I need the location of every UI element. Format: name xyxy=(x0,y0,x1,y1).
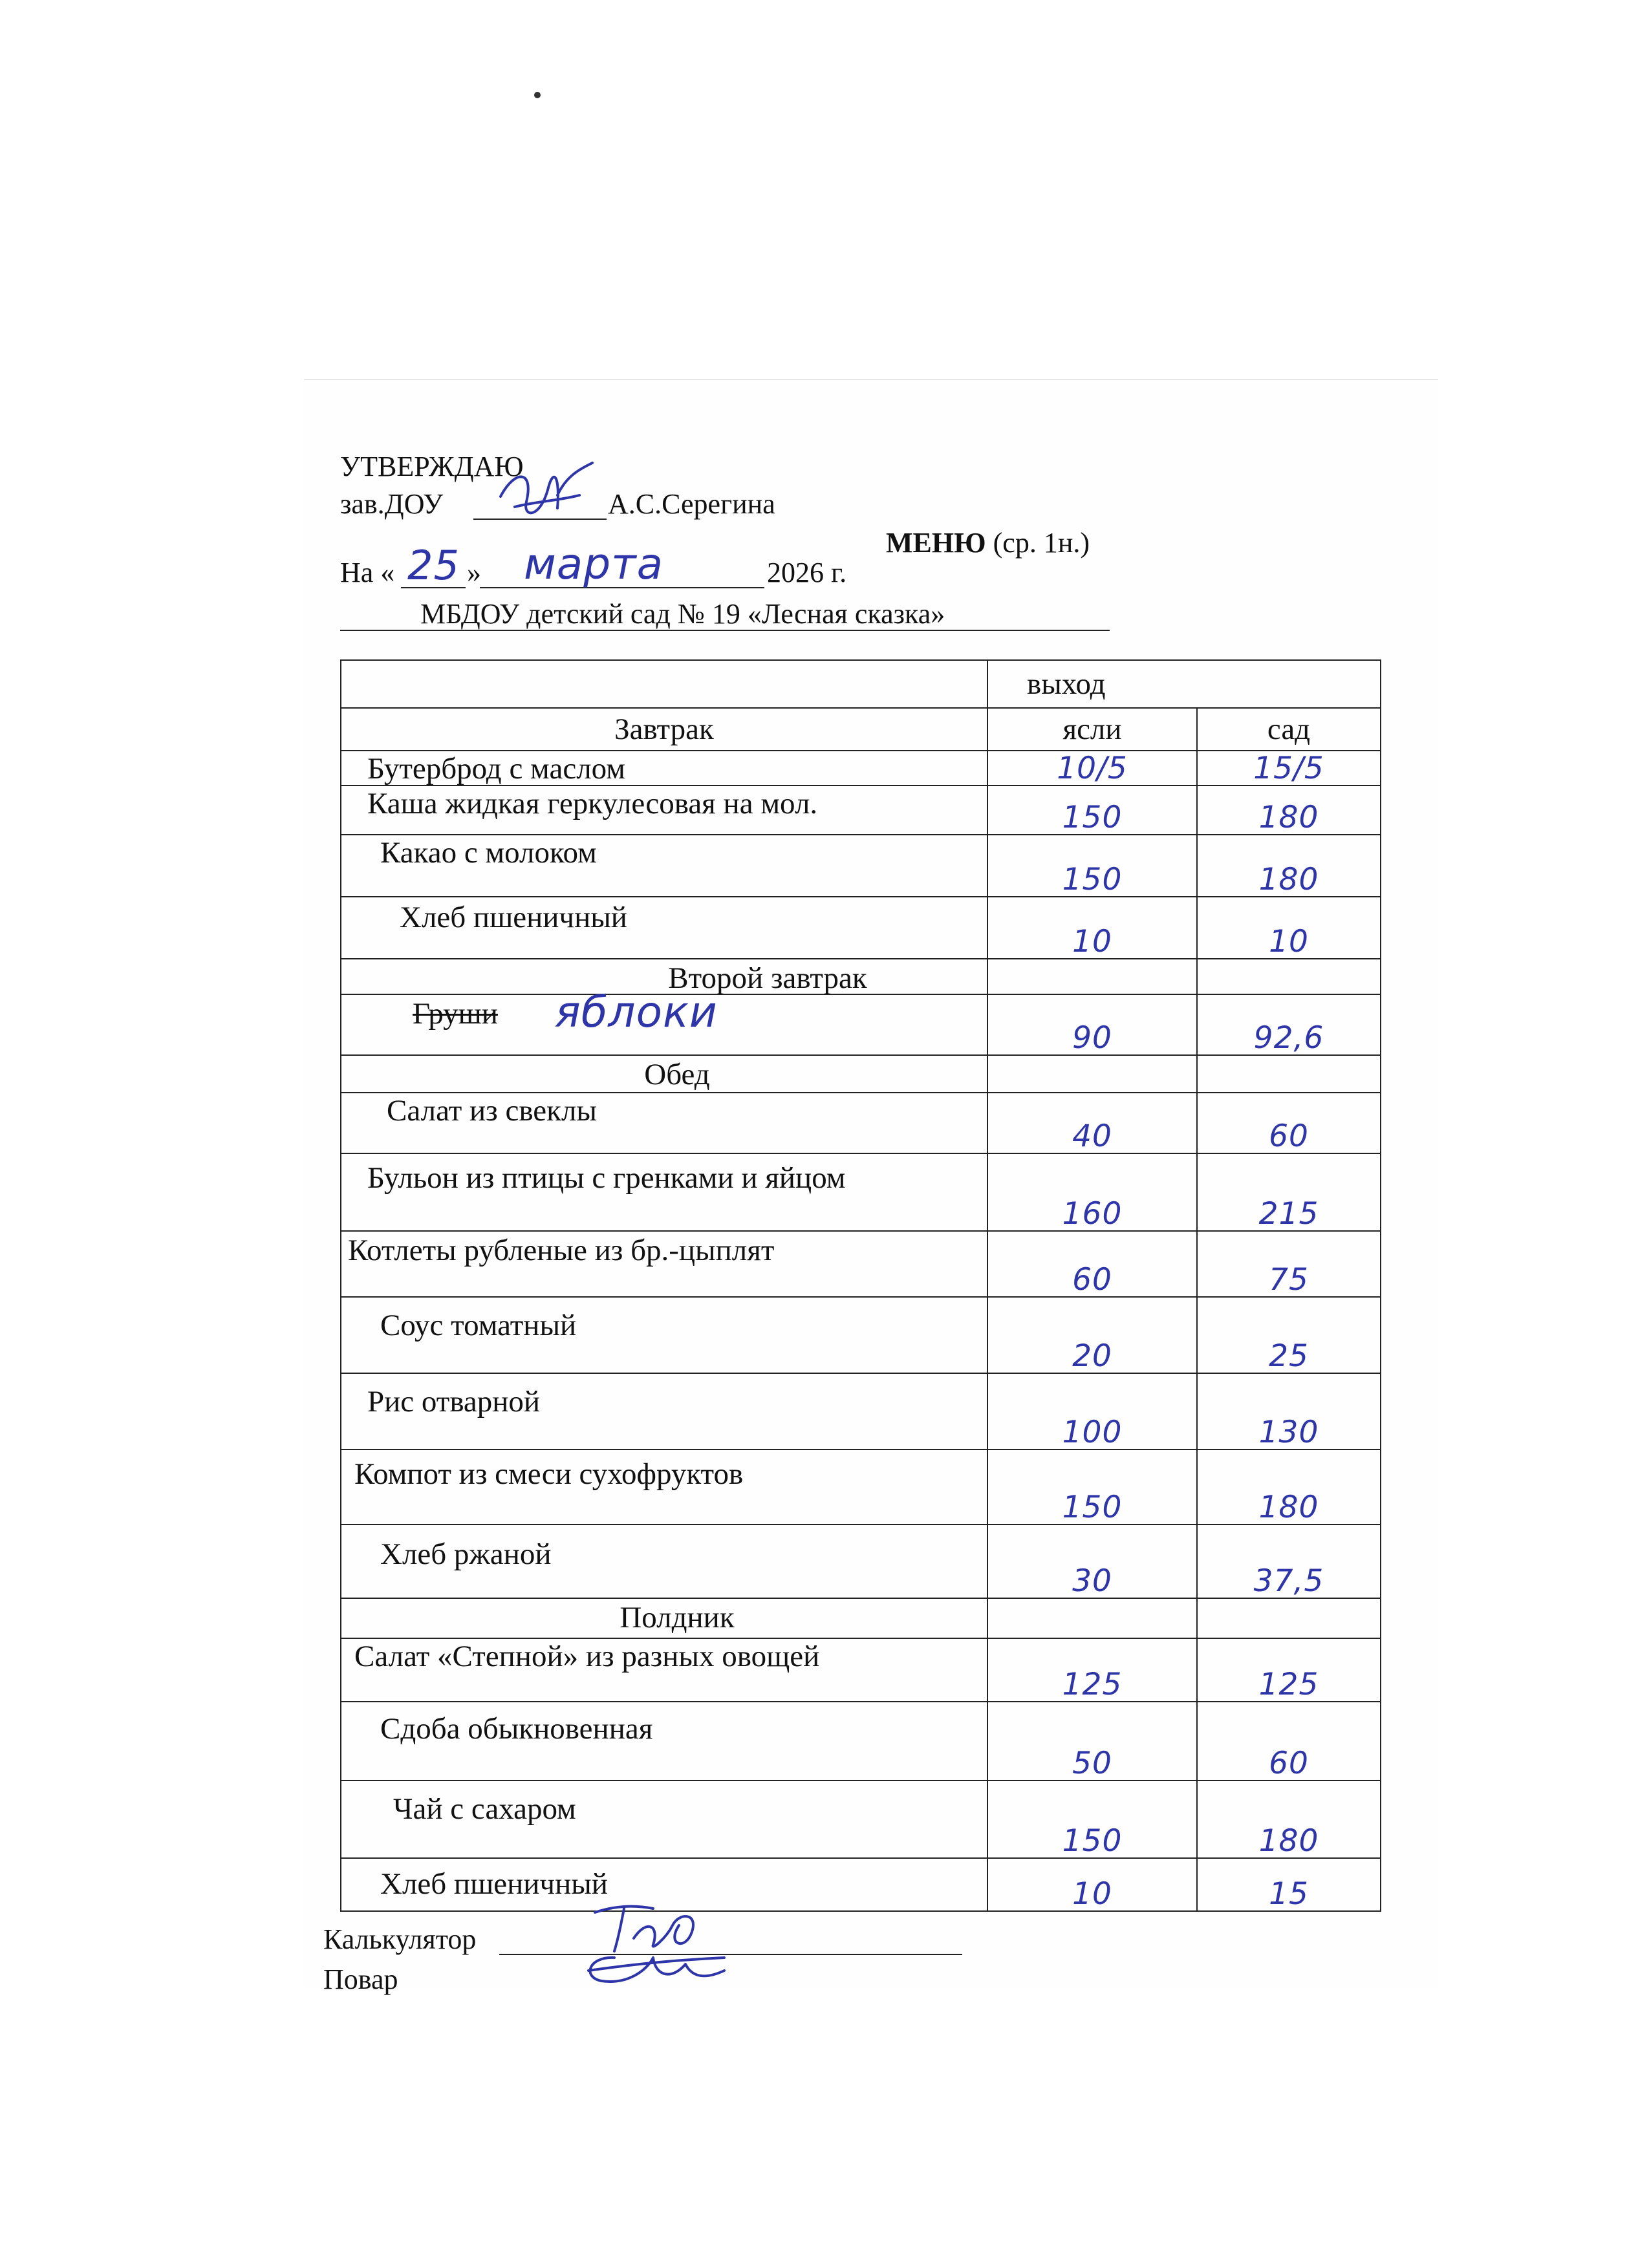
head-position: зав.ДОУ xyxy=(340,488,444,520)
institution-name: МБДОУ детский сад № 19 «Лесная сказка» xyxy=(420,598,945,630)
menu-subtitle: (ср. 1н.) xyxy=(993,527,1090,559)
date-month: марта xyxy=(524,539,664,589)
dish-name-struck: Груши xyxy=(413,997,498,1031)
kindergarten-portion: 180 xyxy=(1197,835,1381,897)
kindergarten-portion: 15 xyxy=(1197,1858,1381,1911)
menu-sheet xyxy=(304,379,1438,1995)
dish-name: Салат из свеклы xyxy=(341,1093,987,1153)
kindergarten-portion: 180 xyxy=(1197,1450,1381,1524)
empty-cell xyxy=(987,1055,1197,1093)
cook-label: Повар xyxy=(323,1963,398,1995)
nursery-portion: 100 xyxy=(987,1373,1197,1450)
nursery-portion: 10 xyxy=(987,897,1197,959)
nursery-portion: 150 xyxy=(987,1450,1197,1524)
menu-title: МЕНЮ xyxy=(886,527,986,559)
meal-header-breakfast: Завтрак xyxy=(341,708,987,751)
kindergarten-portion: 15/5 xyxy=(1197,751,1381,786)
date-day: 25 xyxy=(407,542,460,589)
kindergarten-portion: 130 xyxy=(1197,1373,1381,1450)
empty-cell xyxy=(1197,1598,1381,1638)
dish-name: Хлеб ржаной xyxy=(341,1524,987,1598)
kindergarten-portion: 180 xyxy=(1197,786,1381,835)
dish-name: Хлеб пшеничный xyxy=(341,897,987,959)
head-name: А.С.Серегина xyxy=(608,488,775,520)
kindergarten-portion: 60 xyxy=(1197,1093,1381,1153)
date-prefix: На « xyxy=(340,557,395,588)
nursery-portion: 50 xyxy=(987,1702,1197,1781)
nursery-portion: 150 xyxy=(987,835,1197,897)
paper-speck xyxy=(534,92,541,98)
institution-line xyxy=(340,630,1110,631)
dish-name: Хлеб пшеничный xyxy=(341,1858,987,1911)
dish-name: Бутерброд с маслом xyxy=(341,751,987,786)
dish-name: Какао с молоком xyxy=(341,835,987,897)
dish-name: Сдоба обыкновенная xyxy=(341,1702,987,1781)
nursery-portion: 30 xyxy=(987,1524,1197,1598)
cook-signature xyxy=(576,1945,731,1990)
nursery-portion: 40 xyxy=(987,1093,1197,1153)
col-header-nursery: ясли xyxy=(987,708,1197,751)
dish-name: Салат «Степной» из разных овощей xyxy=(341,1638,987,1702)
nursery-portion: 150 xyxy=(987,786,1197,835)
date-day-close: » xyxy=(467,557,481,588)
approve-label: УТВЕРЖДАЮ xyxy=(340,451,524,482)
date-year: 2026 г. xyxy=(767,557,847,588)
kindergarten-portion: 125 xyxy=(1197,1638,1381,1702)
nursery-portion: 160 xyxy=(987,1153,1197,1231)
menu-title-line xyxy=(886,529,1090,557)
kindergarten-portion: 92,6 xyxy=(1197,994,1381,1055)
meal-header-afternoon-snack: Полдник xyxy=(341,1598,987,1638)
dish-name: Соус томатный xyxy=(341,1297,987,1373)
dish-cell xyxy=(341,987,987,1055)
output-header: выход xyxy=(987,660,1381,708)
calculator-signature-line xyxy=(499,1954,962,1955)
nursery-portion: 125 xyxy=(987,1638,1197,1702)
dish-name: Каша жидкая геркулесовая на мол. xyxy=(341,786,987,835)
nursery-portion: 60 xyxy=(987,1231,1197,1297)
kindergarten-portion: 75 xyxy=(1197,1231,1381,1297)
calculator-label: Калькулятор xyxy=(323,1923,477,1955)
nursery-portion: 150 xyxy=(987,1781,1197,1858)
nursery-portion: 10/5 xyxy=(987,751,1197,786)
kindergarten-portion: 10 xyxy=(1197,897,1381,959)
dish-name: Бульон из птицы с гренками и яйцом xyxy=(341,1153,987,1231)
head-signature xyxy=(495,456,599,528)
empty-cell xyxy=(1197,959,1381,994)
kindergarten-portion: 25 xyxy=(1197,1297,1381,1373)
kindergarten-portion: 215 xyxy=(1197,1153,1381,1231)
meal-header-lunch: Обед xyxy=(341,1055,987,1093)
empty-cell xyxy=(1197,1055,1381,1093)
dish-name: Рис отварной xyxy=(341,1373,987,1450)
header-spacer xyxy=(341,660,987,708)
kindergarten-portion: 180 xyxy=(1197,1781,1381,1858)
dish-name: Котлеты рубленые из бр.-цыплят xyxy=(341,1231,987,1297)
menu-table xyxy=(340,659,1381,1912)
kindergarten-portion: 37,5 xyxy=(1197,1524,1381,1598)
col-header-kindergarten: сад xyxy=(1197,708,1381,751)
dish-name: Компот из смеси сухофруктов xyxy=(341,1450,987,1524)
meal-header-second-breakfast: Второй завтрак xyxy=(341,959,987,994)
dish-name: Чай с сахаром xyxy=(341,1781,987,1858)
kindergarten-portion: 60 xyxy=(1197,1702,1381,1781)
empty-cell xyxy=(987,1598,1197,1638)
nursery-portion: 10 xyxy=(987,1858,1197,1911)
nursery-portion: 20 xyxy=(987,1297,1197,1373)
nursery-portion: 90 xyxy=(987,994,1197,1055)
empty-cell xyxy=(987,959,1197,994)
dish-replacement: яблоки xyxy=(555,987,718,1037)
